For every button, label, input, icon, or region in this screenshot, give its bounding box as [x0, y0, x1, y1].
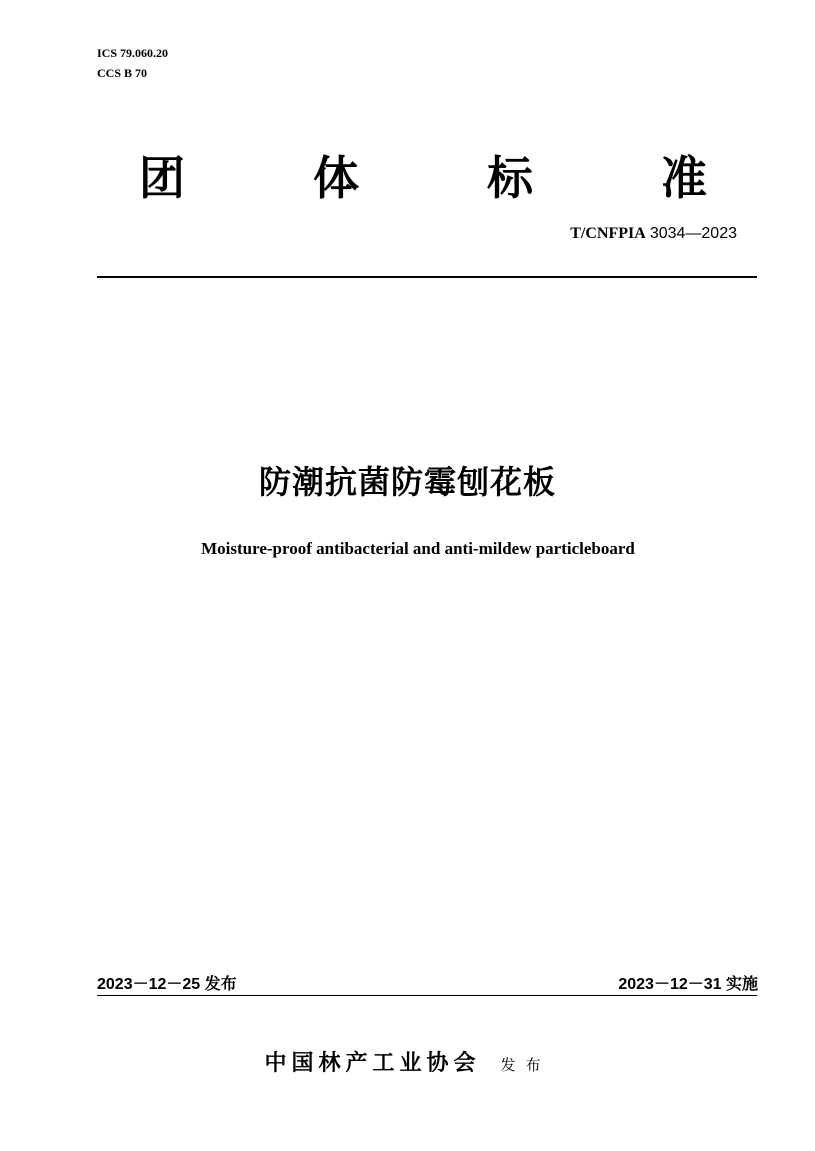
standard-number	[570, 222, 737, 245]
title-english: Moisture-proof antibacterial and anti-mildew particleboard	[201, 539, 635, 558]
issue-date: 2023－12－25 发布	[97, 976, 237, 993]
standard-type-char: 标	[487, 151, 533, 205]
standard-type-heading	[97, 148, 757, 208]
standard-type-char: 体	[313, 151, 359, 205]
ccs-code: CCS B 70	[97, 66, 148, 80]
implementation-date: 2023－12－31 实施	[618, 976, 758, 993]
standard-number-value: 3034—2023	[649, 225, 737, 242]
title-chinese: 防潮抗菌防霉刨花板	[258, 463, 556, 501]
issuer-name: 中国林产工业协会	[264, 1051, 481, 1076]
ics-code: ICS 79.060.20	[97, 46, 169, 60]
standard-type-char: 团	[139, 151, 185, 205]
classification-codes	[97, 43, 168, 83]
issuer-line	[0, 1048, 815, 1080]
date-divider	[97, 995, 757, 996]
standard-number-prefix: T/CNFPIA	[570, 225, 646, 242]
header-divider	[97, 276, 757, 278]
issued-by-label: 发布	[500, 1055, 551, 1074]
standard-type-char: 准	[661, 151, 707, 205]
